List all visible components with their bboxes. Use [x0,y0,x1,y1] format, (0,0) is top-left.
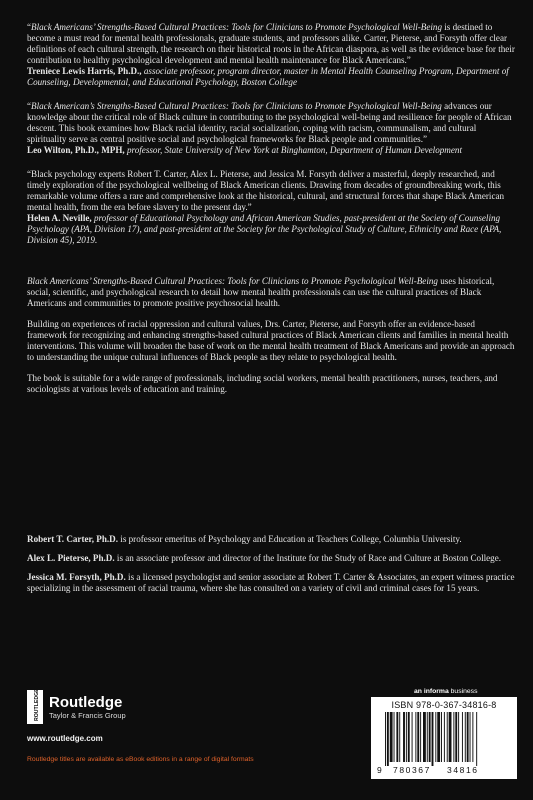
bio-name: Robert T. Carter, Ph.D. [27,534,119,544]
blurb-wilton: “Black American’s Strengths-Based Cultural Practices: Tools for Clinicians to Promote Psychological Well-Being advances our knowledge about the critical role of Black culture in contributing to the psychological well-being and resilience for people of African descent. This book examines how Black racial identity, racial socialization, coping with racism, communalism, and cultural spirituality serve as central positive social and psychological frameworks for Black people and communities.” Leo Wilton, Ph.D., MPH, professor, State University of New York at Binghamton, Department of Human Development [27,101,512,155]
publisher-block [27,690,227,743]
blurb-book-title: Black Americans’ Strengths-Based Cultural Practices: Tools for Clinicians to Promote Psychological Well-Being [31,22,442,32]
blurb-neville [27,169,515,246]
informa-business-mark: an informa business [414,688,478,695]
author-bios [27,534,515,602]
publisher-group: Taylor & Francis Group [49,710,126,720]
blurb-text: is destined to become a must read for mental health professionals, graduate students, and professors alike. Carter, Pieterse, and Forsyth offer clear definitions of each cultural strength, the research on their historical roots in the African diaspora, as well as the evidence base for their contribution to healthy psychological development and mental health maintenance for Black Americans.” [27,22,515,65]
blurb-text: “Black psychology experts Robert T. Carter, Alex L. Pieterse, and Jessica M. Forsyth deliver a masterful, deeply researched, and timely exploration of the psychological wellbeing of Black American clients. Drawing from decades of groundbreaking work, this remarkable volume offers a rare and comprehensive look at the historical, cultural, and structural forces that shape Black American mental health, from the era before slavery to the present day.” [27,169,505,212]
bio-pieterse: Alex L. Pieterse, Ph.D. is an associate professor and director of the Institute for the Study of Race and Culture at Boston College. [27,553,502,563]
bio-name: Jessica M. Forsyth, Ph.D. [27,572,126,582]
ebook-note: Routledge titles are available as eBook editions in a range of digital formats [27,756,254,763]
blurb-affiliation: professor, State University of New York at Binghamton, Department of Human Development [126,145,462,155]
blurb-text: advances our knowledge about the critical role of Black culture in contributing to the psychological well-being and resilience for people of African descent. This book examines how Black racial identity, racial socialization, coping with racism, communalism, and cultural spirituality serve as central positive social and psychological frameworks for Black people and communities.” [27,101,512,144]
barcode-panel: ISBN 978-0-367-34816-8 9 780367 34816 [371,697,517,779]
publisher-url[interactable]: www.routledge.com [27,734,103,743]
routledge-logo-mark-icon [27,690,43,724]
description-paragraph-1: Black Americans’ Strengths-Based Cultural Practices: Tools for Clinicians to Promote Psychological Well-Being uses historical, social, scientific, and psychological research to detail how mental health professionals can use the cultural practices of Black Americans and communities to promote positive psychosocial health. [27,276,495,308]
isbn-label: ISBN 978-0-367-34816-8 [391,700,497,710]
bio-name: Alex L. Pieterse, Ph.D. [27,553,115,563]
blurb-author: Leo Wilton, Ph.D., MPH, [27,145,125,155]
barcode-icon [371,712,517,766]
bio-carter: Robert T. Carter, Ph.D. is professor emeritus of Psychology and Education at Teachers College, Columbia University. [27,534,462,544]
endorsements [27,22,515,405]
blurb-affiliation: associate professor, program director, master in Mental Health Counseling Program, Department of Counseling, Developmental, and Educational Psychology, Boston College [27,66,509,87]
routledge-logo [27,690,227,724]
description-paragraph-2: Building on experiences of racial oppression and cultural values, Drs. Carter, Pieterse, and Forsyth offer an evidence-based framework for recognizing and enhancing strengths-based cultural practices of Black American clients and families in mental health interventions. This volume will broaden the base of work on the mental health treatment of Black Americans and provide an approach to understanding the unique cultural influences of Black people as they relate to psychological health. [27,319,515,362]
logo-vertical-text: ROUTLEDGE [34,690,40,721]
blurb-affiliation: professor of Educational Psychology and African American Studies, past-president at the Society of Counseling Psychology (APA, Division 17), and past-president at the Society for the Psychological Study of Culture, Ethnicity and Race (APA, Division 45), 2019. [27,213,502,245]
description-book-title: Black Americans’ Strengths-Based Cultural Practices: Tools for Clinicians to Promote Psychological Well-Being [27,276,438,286]
description-paragraph-3: The book is suitable for a wide range of professionals, including social workers, mental health practitioners, nurses, teachers, and sociologists at various levels of education and training. [27,373,498,394]
publisher-name: Routledge [49,693,123,711]
blurb-harris: “Black Americans’ Strengths-Based Cultural Practices: Tools for Clinicians to Promote Psychological Well-Being is destined to become a must read for mental health professionals, graduate students, and professors alike. Carter, Pieterse, and Forsyth offer clear definitions of each cultural strength, the research on their historical roots in the African diaspora, as well as the evidence base for their contribution to healthy psychological development and mental health maintenance for Black Americans.” Treniece Lewis Harris, Ph.D., associate professor, program director, master in Mental Health Counseling Program, Department of Counseling, Developmental, and Educational Psychology, Boston College [27,22,515,87]
blurb-author: Treniece Lewis Harris, Ph.D., [27,66,142,76]
blurb-book-title: Black American’s Strengths-Based Cultural Practices: Tools for Clinicians to Promote Psychological Well-Being [31,101,442,111]
blurb-author: Helen A. Neville, [27,213,92,223]
bio-forsyth: Jessica M. Forsyth, Ph.D. is a licensed psychologist and senior associate at Robert T. Carter & Associates, an expert witness practice specializing in the assessment of racial trauma, where she has consulted on a variety of civil and criminal cases for 15 years. [27,572,515,593]
